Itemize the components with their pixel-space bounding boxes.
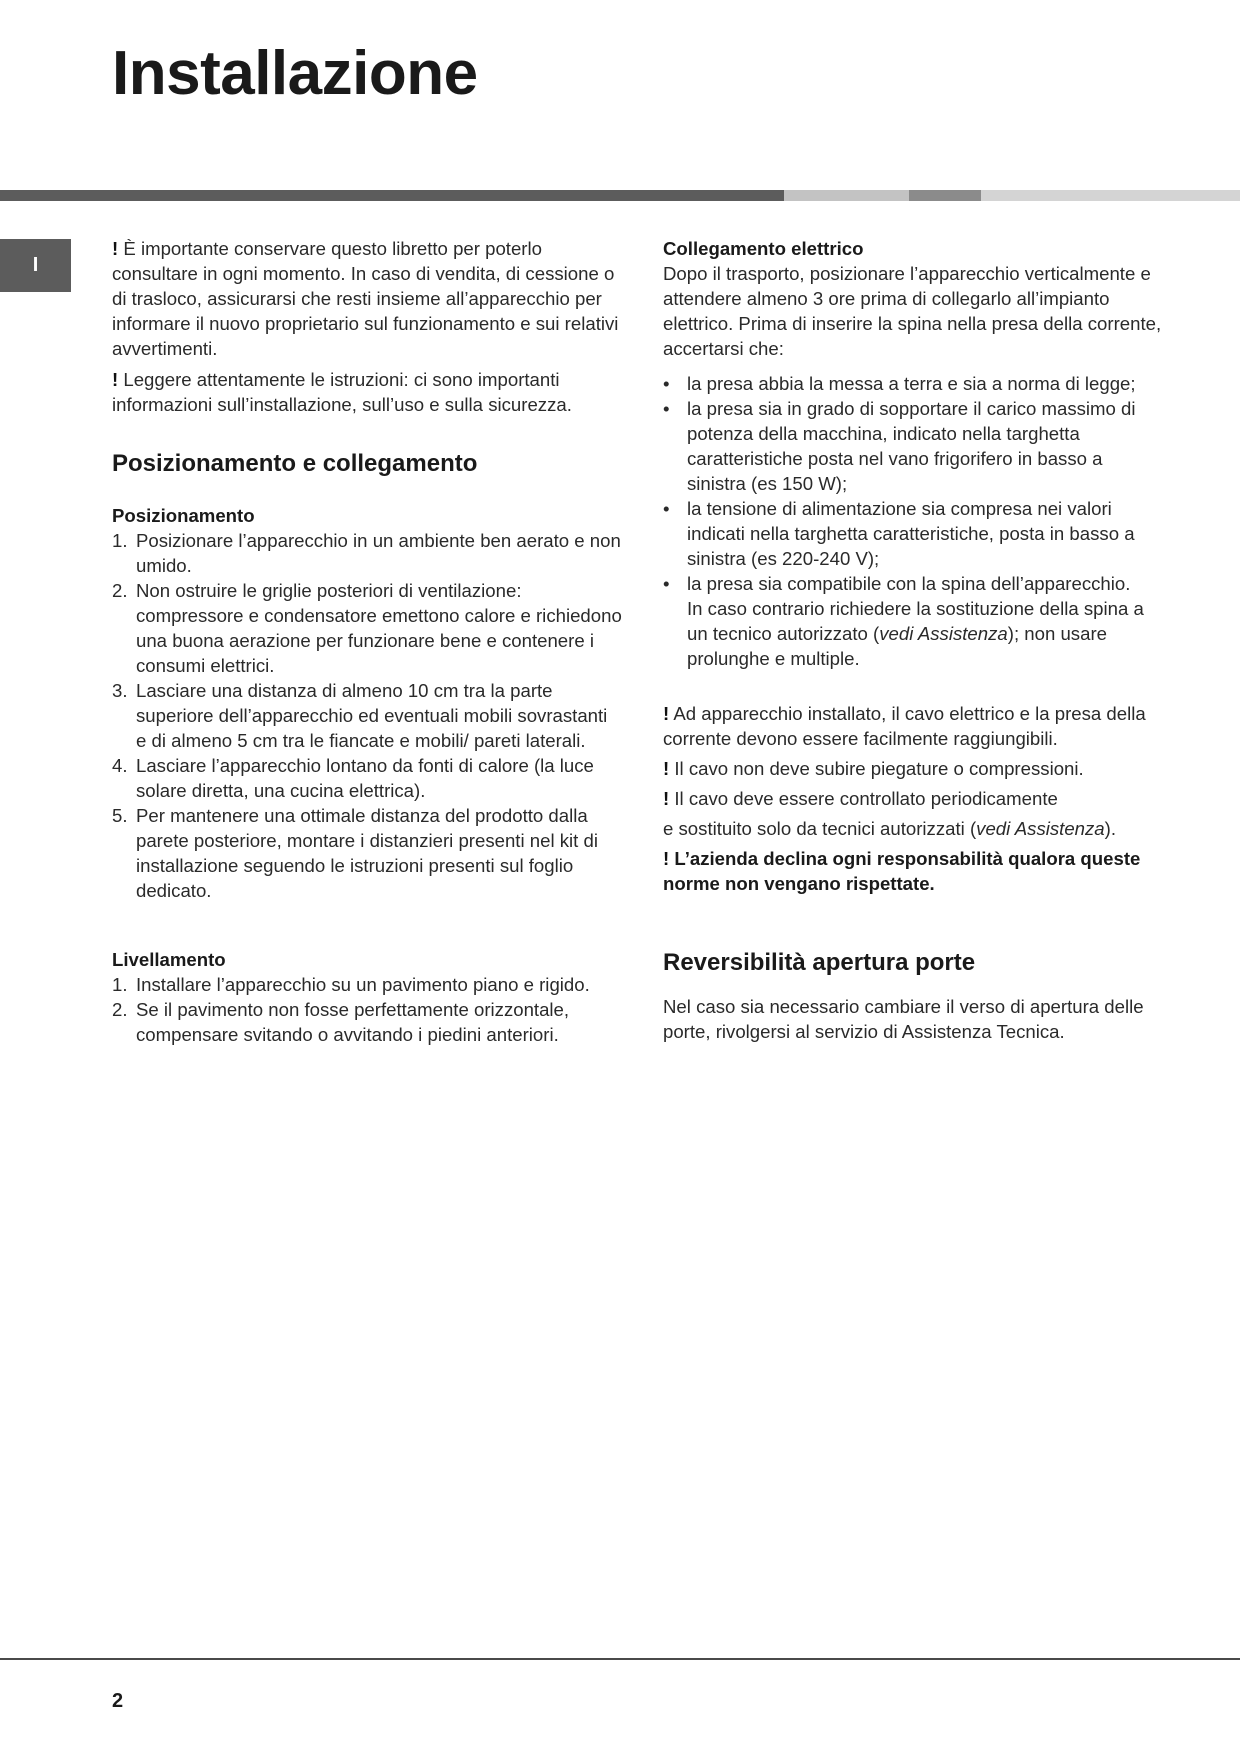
list-item-text: Installare l’apparecchio su un pavimento piano e rigido.	[136, 974, 590, 995]
warning-paragraph: ! Il cavo non deve subire piegature o compressioni.	[663, 758, 1084, 779]
list-item	[112, 578, 622, 678]
assistance-reference: vedi Assistenza	[879, 623, 1008, 644]
list-item	[663, 496, 1163, 571]
list-item	[112, 972, 622, 997]
section-heading-reversibility: Reversibilità apertura porte	[663, 949, 976, 976]
subheading-electrical: Collegamento elettrico	[663, 238, 864, 259]
warning-paragraph: ! Il cavo deve essere controllato periodicamente	[663, 788, 1058, 809]
assistance-reference: vedi Assistenza	[976, 818, 1105, 839]
header-bar-segment	[981, 190, 1240, 201]
list-item	[112, 678, 622, 753]
warning-mark: !	[663, 788, 670, 809]
right-column	[663, 236, 1163, 1044]
warning-paragraph: e sostituito solo da tecnici autorizzati (vedi Assistenza).	[663, 818, 1117, 839]
positioning-list	[112, 528, 622, 903]
list-item	[112, 803, 622, 903]
contrary-note: In caso contrario richiedere la sostituzione della spina a un tecnico autorizzato (vedi Assistenza); non usare prolunghe e multiple.	[687, 598, 1144, 669]
liability-warning: ! L’azienda declina ogni responsabilità qualora queste norme non vengano rispettate.	[663, 848, 1141, 894]
list-number: 1.	[112, 530, 128, 551]
header-bar-segment	[0, 190, 784, 201]
list-item-text: Lasciare l’apparecchio lontano da fonti di calore (la luce solare diretta, una cucina elettrica).	[136, 755, 594, 801]
list-number: 1.	[112, 974, 128, 995]
list-item-text: Non ostruire le griglie posteriori di ventilazione: compressore e condensatore emettono calore e richiedono una buona aerazione per funzionare bene e contenere i consumi elettrici.	[136, 580, 622, 676]
list-item	[112, 753, 622, 803]
footer-divider	[0, 1658, 1240, 1660]
list-item-text: Per mantenere una ottimale distanza del prodotto dalla parete posteriore, montare i distanzieri presenti nel kit di installazione seguendo le istruzioni presenti sul foglio dedicato.	[136, 805, 598, 901]
page-title: Installazione	[112, 39, 478, 108]
warning-mark: !	[112, 369, 119, 390]
list-number: 5.	[112, 805, 128, 826]
intro-paragraph	[112, 236, 622, 361]
page-number: 2	[112, 1690, 124, 1712]
electrical-checklist	[663, 371, 1163, 671]
list-item	[112, 528, 622, 578]
reversibility-text: Nel caso sia necessario cambiare il verso di apertura delle porte, rivolgersi al servizio di Assistenza Tecnica.	[663, 996, 1144, 1042]
electrical-intro: Dopo il trasporto, posizionare l’apparecchio verticalmente e attendere almeno 3 ore prima di collegarlo all’impianto elettrico. Prima di inserire la spina nella presa della corrente, accertarsi che:	[663, 263, 1162, 359]
intro-text: Leggere attentamente le istruzioni: ci sono importanti informazioni sull’installazione, sull’uso e sulla sicurezza.	[112, 369, 572, 415]
list-item	[663, 371, 1163, 396]
warning-mark: !	[663, 703, 670, 724]
subheading-leveling: Livellamento	[112, 949, 226, 970]
warning-paragraph: ! Ad apparecchio installato, il cavo elettrico e la presa della corrente devono essere facilmente raggiungibili.	[663, 703, 1146, 749]
warnings	[663, 701, 1163, 896]
bullet-icon: •	[663, 398, 670, 419]
list-item-text: Posizionare l’apparecchio in un ambiente ben aerato e non umido.	[136, 530, 621, 576]
list-item-text: la presa abbia la messa a terra e sia a norma di legge;	[687, 373, 1136, 394]
bullet-icon: •	[663, 373, 670, 394]
bullet-icon: •	[663, 498, 670, 519]
list-number: 2.	[112, 580, 128, 601]
left-column	[112, 236, 622, 1047]
header-bar-segment	[784, 190, 909, 201]
intro-text: È importante conservare questo libretto per poterlo consultare in ogni momento. In caso di vendita, di cessione o di trasloco, assicurarsi che resti insieme all’apparecchio per informare il nuovo proprietario sul funzionamento e sui relativi avvertimenti.	[112, 238, 619, 359]
list-item	[663, 396, 1163, 496]
list-item-text: la presa sia compatibile con la spina dell’apparecchio.	[687, 573, 1131, 594]
warning-mark: !	[663, 848, 670, 869]
language-tab: I	[0, 239, 71, 292]
subheading-positioning: Posizionamento	[112, 505, 255, 526]
list-item-text: la tensione di alimentazione sia compresa nei valori indicati nella targhetta caratteristiche, posta in basso a sinistra (es 220-240 V);	[687, 498, 1135, 569]
bullet-icon: •	[663, 573, 670, 594]
warning-mark: !	[112, 238, 119, 259]
header-bar-segment	[909, 190, 981, 201]
list-number: 3.	[112, 680, 128, 701]
list-number: 4.	[112, 755, 128, 776]
warning-mark: !	[663, 758, 670, 779]
list-item	[112, 997, 622, 1047]
list-item-text: Se il pavimento non fosse perfettamente orizzontale, compensare svitando o avvitando i piedini anteriori.	[136, 999, 570, 1045]
list-item	[663, 571, 1163, 671]
section-heading-positioning: Posizionamento e collegamento	[112, 450, 478, 477]
list-number: 2.	[112, 999, 128, 1020]
intro-paragraph	[112, 367, 622, 417]
list-item-text: Lasciare una distanza di almeno 10 cm tra la parte superiore dell’apparecchio ed eventuali mobili sovrastanti e di almeno 5 cm tra le fiancate e mobili/ pareti laterali.	[136, 680, 608, 751]
leveling-list	[112, 972, 622, 1047]
list-item-text: la presa sia in grado di sopportare il carico massimo di potenza della macchina, indicato nella targhetta caratteristiche posta nel vano frigorifero in basso a sinistra (es 150 W);	[687, 398, 1136, 494]
